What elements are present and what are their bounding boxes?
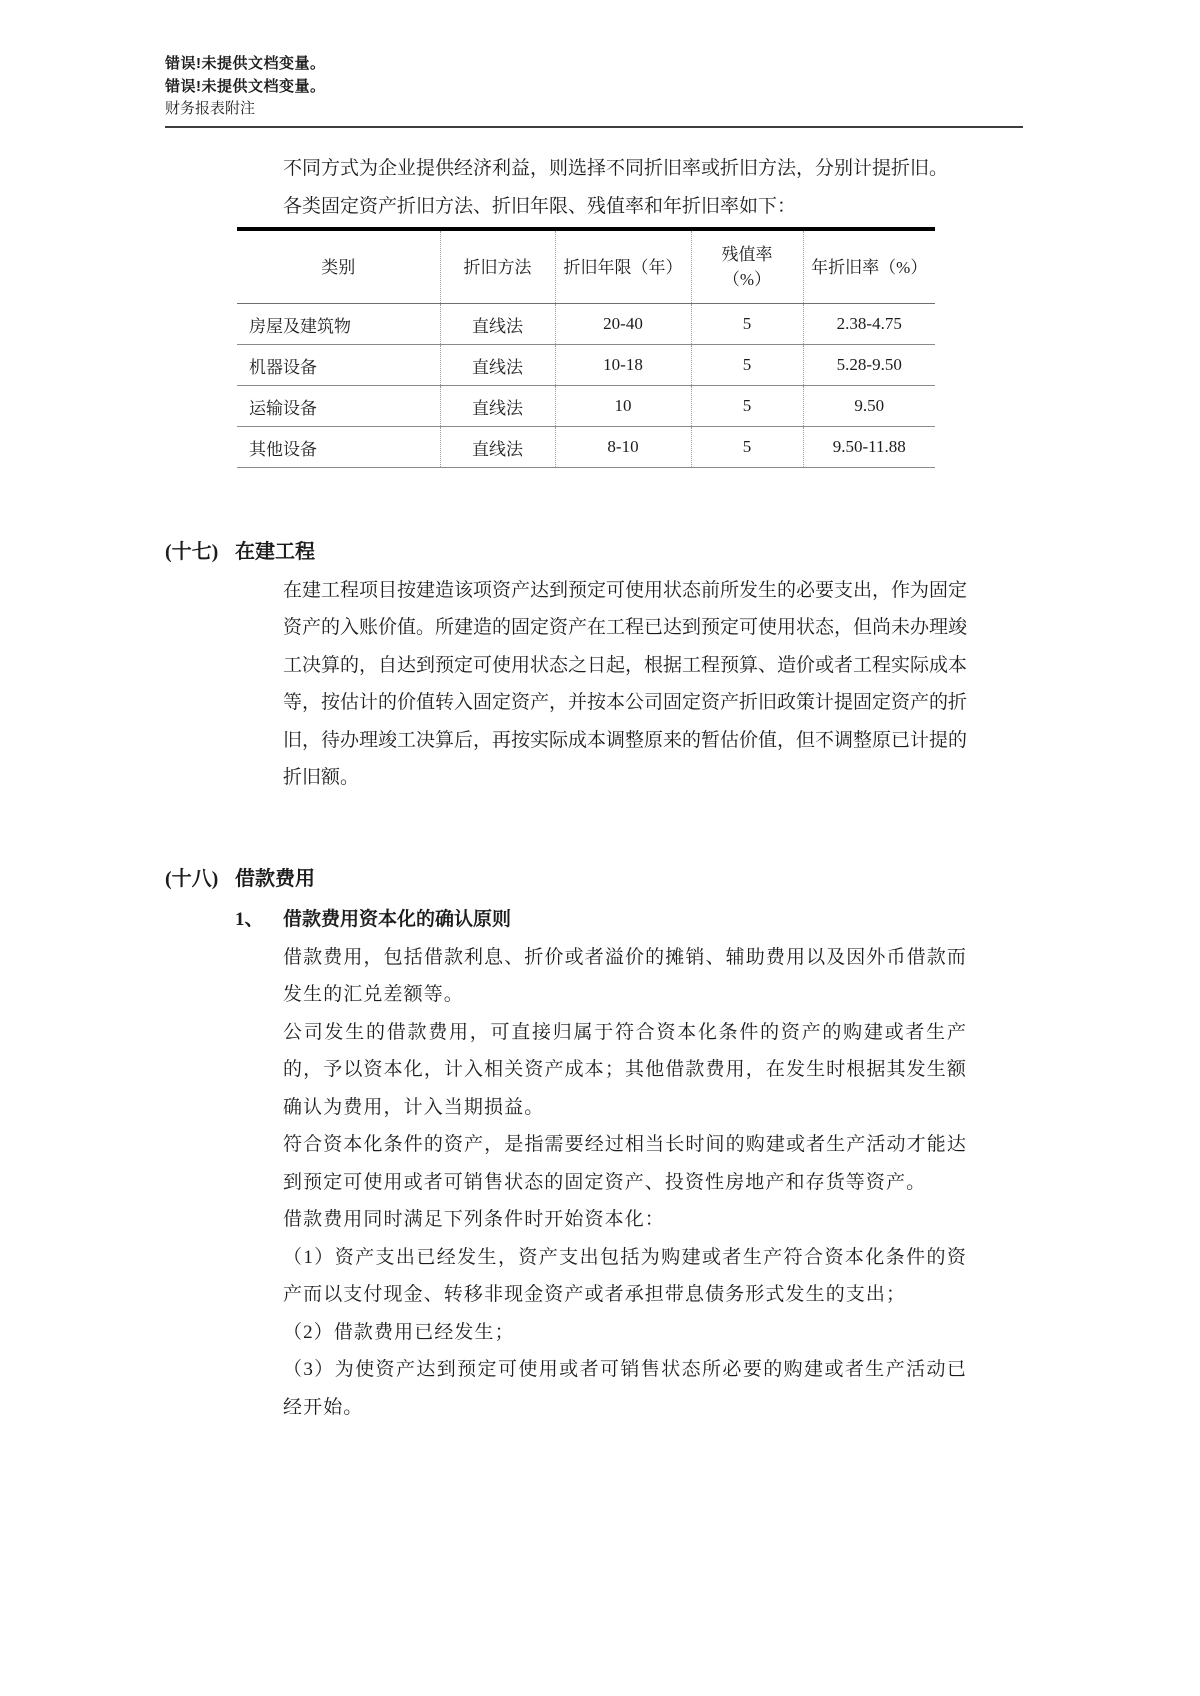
cell-years: 10-18	[555, 345, 691, 386]
section-18-title: 借款费用	[235, 867, 315, 890]
paragraph-depreciation-intro: 不同方式为企业提供经济利益，则选择不同折旧率或折旧方法，分别计提折旧。	[283, 158, 949, 179]
document-body	[0, 150, 1200, 1426]
section-17-title: 在建工程	[235, 541, 315, 563]
table-row-transport	[237, 386, 935, 427]
cell-residual-rate: 5	[691, 427, 803, 468]
table-row-buildings	[237, 304, 935, 345]
table-header-row	[237, 229, 935, 304]
subsection-1-paragraph-1: 借款费用，包括借款利息、折价或者溢价的摊销、辅助费用以及因外币借款而发生的汇兑差额等。	[283, 946, 967, 1005]
cell-category: 房屋及建筑物	[237, 304, 440, 345]
table-lead-text: 各类固定资产折旧方法、折旧年限、残值率和年折旧率如下：	[283, 195, 797, 217]
subsection-1-paragraph-4: 借款费用同时满足下列条件时开始资本化：	[283, 1209, 665, 1230]
table-row-other-equipment	[237, 427, 935, 468]
cell-residual-rate: 5	[691, 386, 803, 427]
section-17-heading	[165, 534, 1200, 572]
cell-method: 直线法	[440, 345, 555, 386]
table-header-annual-rate: 年折旧率（%）	[803, 229, 935, 304]
subsection-1-condition-1: （1）资产支出已经发生，资产支出包括为购建或者生产符合资本化条件的资产而以支付现金、转移非现金资产或者承担带息债务形式发生的支出；	[283, 1246, 967, 1305]
cell-method: 直线法	[440, 427, 555, 468]
cell-years: 20-40	[555, 304, 691, 345]
section-18-heading	[165, 861, 1200, 899]
subsection-1-title: 借款费用资本化的确认原则	[283, 909, 512, 930]
section-borrowing-costs	[0, 861, 1200, 1427]
table-header-category: 类别	[237, 229, 440, 304]
cell-residual-rate: 5	[691, 345, 803, 386]
subsection-1-paragraph-3: 符合资本化条件的资产，是指需要经过相当长时间的购建或者生产活动才能达到预定可使用或者可销售状态的固定资产、投资性房地产和存货等资产。	[283, 1134, 967, 1193]
cell-years: 8-10	[555, 427, 691, 468]
cell-years: 10	[555, 386, 691, 427]
cell-annual-rate: 9.50	[803, 386, 935, 427]
header-doc-title: 财务报表附注	[165, 101, 256, 117]
cell-annual-rate: 9.50-11.88	[803, 427, 935, 468]
table-header-method: 折旧方法	[440, 229, 555, 304]
cell-category: 运输设备	[237, 386, 440, 427]
section-construction-in-progress	[0, 534, 1200, 797]
table-row-machinery	[237, 345, 935, 386]
cell-annual-rate: 2.38-4.75	[803, 304, 935, 345]
subsection-1-number: 1、	[235, 909, 264, 930]
cell-category: 其他设备	[237, 427, 440, 468]
section-17-number: (十七)	[165, 541, 219, 563]
cell-method: 直线法	[440, 304, 555, 345]
cell-category: 机器设备	[237, 345, 440, 386]
page-header	[165, 52, 1023, 128]
subsection-1-condition-3: （3）为使资产达到预定可使用或者可销售状态所必要的购建或者生产活动已经开始。	[283, 1359, 967, 1418]
section-17-paragraph: 在建工程项目按建造该项资产达到预定可使用状态前所发生的必要支出，作为固定资产的入账价值。所建造的固定资产在工程已达到预定可使用状态，但尚未办理竣工决算的，自达到预定可使用状态之日起，根据工程预算、造价或者工程实际成本等，按估计的价值转入固定资产，并按本公司固定资产折旧政策计提固定资产的折旧，待办理竣工决算后，再按实际成本调整原来的暂估价值，但不调整原已计提的折旧额。	[283, 579, 968, 788]
cell-annual-rate: 5.28-9.50	[803, 345, 935, 386]
header-error-line-2: 错误!未提供文档变量。	[165, 78, 326, 95]
section-18-number: (十八)	[165, 867, 219, 890]
depreciation-table	[237, 227, 935, 468]
subsection-1-condition-2: （2）借款费用已经发生；	[283, 1321, 515, 1343]
table-header-years: 折旧年限（年）	[555, 229, 691, 304]
header-divider	[165, 126, 1023, 128]
cell-residual-rate: 5	[691, 304, 803, 345]
subsection-1-paragraph-2: 公司发生的借款费用，可直接归属于符合资本化条件的资产的购建或者生产的，予以资本化，计入相关资产成本；其他借款费用，在发生时根据其发生额确认为费用，计入当期损益。	[283, 1021, 967, 1118]
subsection-1-heading	[235, 901, 1200, 939]
header-error-line-1: 错误!未提供文档变量。	[165, 55, 326, 72]
cell-method: 直线法	[440, 386, 555, 427]
table-header-residual-rate: 残值率（%）	[691, 229, 803, 304]
